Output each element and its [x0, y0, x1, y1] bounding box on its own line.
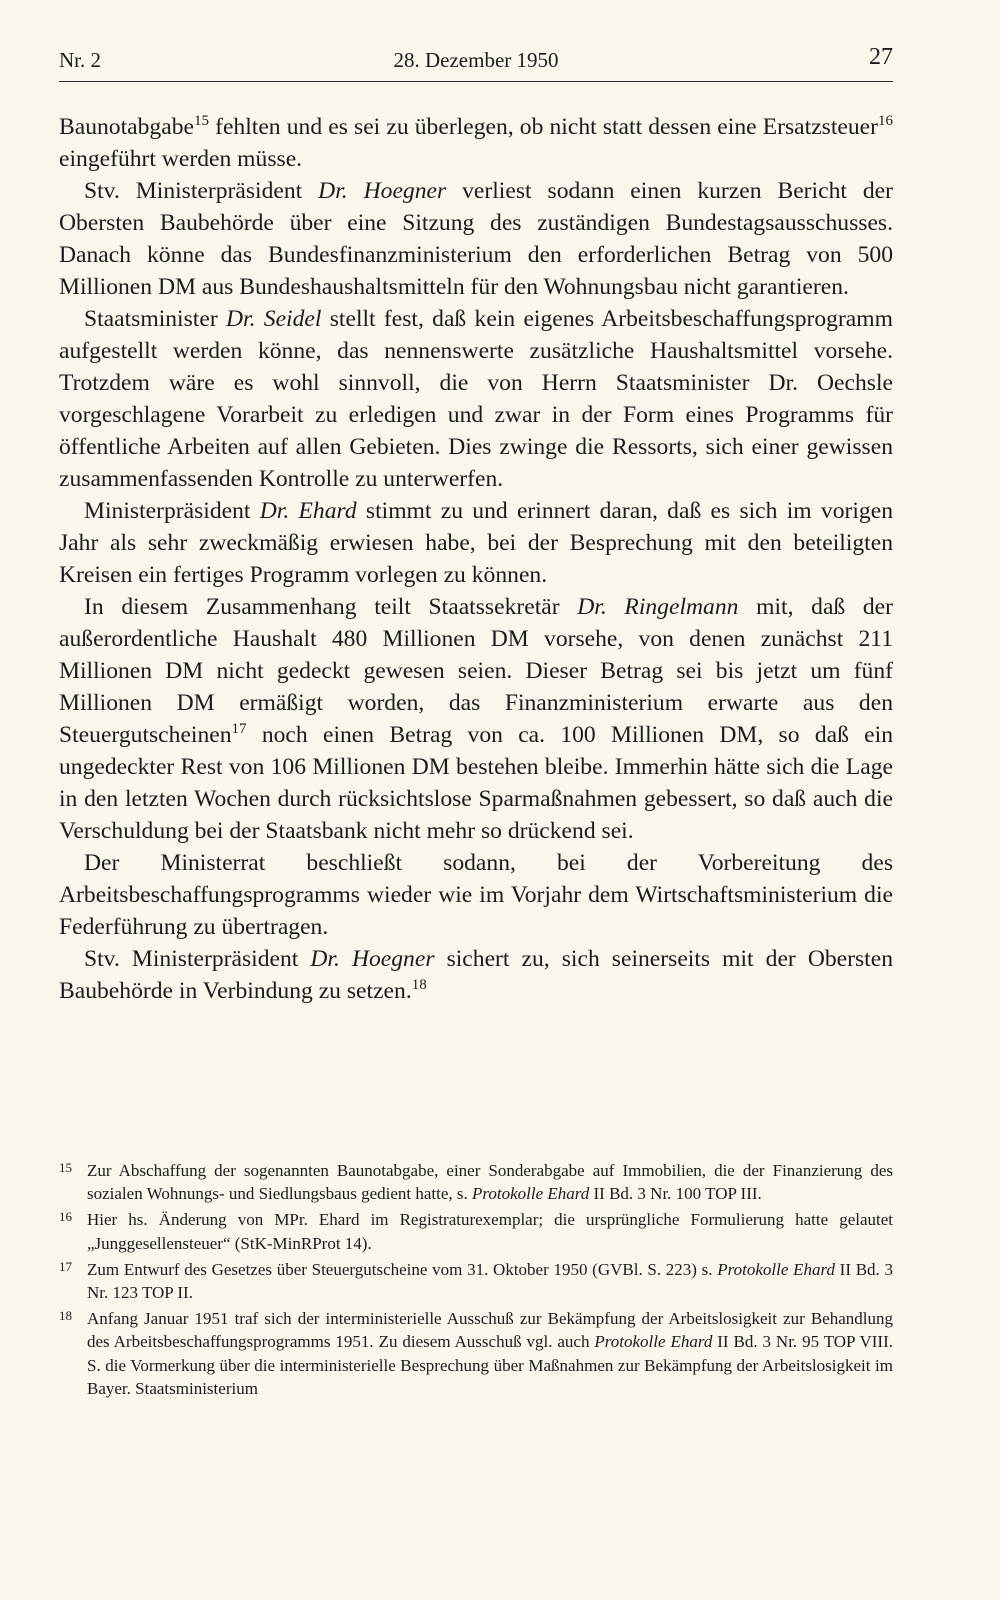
footnote-18 [59, 1307, 893, 1400]
text: Stv. Ministerpräsident [84, 946, 311, 972]
citation-title: Protokolle Ehard [472, 1184, 590, 1204]
speaker-name: Dr. Seidel [225, 306, 322, 332]
text: stimmt zu und erinnert daran, daß es sich im vorigen Jahr als sehr zweckmäßig erwiesen habe, bei der Besprechung mit den beteiligten Kreisen ein fertiges Programm vorlegen zu können. [59, 498, 893, 588]
footnote-ref-17[interactable]: 17 [231, 721, 247, 737]
footnote-text: Zum Entwurf des Gesetzes über Steuergutscheine vom 31. Oktober 1950 (GVBl. S. 223) s. [87, 1259, 718, 1279]
footnote-text: Zur Abschaffung der sogenannten Baunotabgabe, einer Sonderabgabe auf Immobilien, die der Finanzierung des sozialen Wohnungs- und Siedlungsbaus gedient hatte, s. [87, 1161, 893, 1204]
text: sichert zu, sich seinerseits mit der Obersten Baubehörde in Verbindung zu setzen. [59, 946, 893, 1004]
paragraph-1 [59, 111, 893, 175]
header-date: 28. Dezember 1950 [393, 48, 559, 72]
speaker-name: Dr. Hoegner [318, 178, 447, 204]
page-number: 27 [869, 44, 893, 70]
text: verliest sodann einen kurzen Bericht der Obersten Baubehörde über eine Sitzung des zuständigen Bundestagsausschusses. Danach könne das Bundesfinanzministerium den erforderlichen Betrag von 500 Millionen DM aus Bundeshaushaltsmitteln für den Wohnungsbau nicht garantieren. [59, 178, 893, 300]
speaker-name: Dr. Ringelmann [577, 594, 739, 620]
text: mit, daß der außerordentliche Haushalt 480 Millionen DM vorsehe, von denen zunächst 211 Millionen DM nicht gedeckt gewesen seien. Dieser Betrag sei bis jetzt um fünf Millionen DM ermäßigt worden, das Finanzministerium erwarte aus den Steuergutscheinen [59, 594, 894, 748]
citation-title: Protokolle Ehard [594, 1332, 713, 1352]
footnote-text: Anfang Januar 1951 traf sich der interministerielle Ausschuß zur Bekämpfung der Arbeitslosigkeit zur Behandlung des Arbeitsbeschaffungsprogramms 1951. Zu diesem Ausschuß vgl. auch [87, 1309, 893, 1352]
text: eingeführt werden müsse. [59, 146, 303, 172]
footnote-17 [59, 1258, 893, 1304]
paragraph-4 [59, 495, 893, 591]
text: Baunotabgabe [59, 114, 194, 140]
footnote-16 [59, 1208, 893, 1254]
footnote-number: 16 [59, 1209, 72, 1225]
footnote-ref-16[interactable]: 16 [878, 113, 893, 129]
footnote-text: II Bd. 3 Nr. 123 TOP II. [87, 1259, 893, 1303]
footnote-number: 17 [59, 1258, 72, 1274]
running-header [59, 46, 893, 76]
text: Ministerpräsident [84, 498, 260, 524]
paragraph-7 [59, 943, 893, 1007]
footnote-ref-18[interactable]: 18 [411, 977, 427, 993]
footnote-text: II Bd. 3 Nr. 95 TOP VIII. S. die Vormerkung über die interministerielle Besprechung über Maßnahmen zur Bekämpfung der Arbeitslosigkeit im Bayer. Staatsministerium [87, 1332, 893, 1398]
paragraph-5 [59, 591, 893, 847]
footnote-text: II Bd. 3 Nr. 100 TOP III. [589, 1184, 762, 1204]
speaker-name: Dr. Hoegner [310, 946, 435, 972]
issue-number: Nr. 2 [59, 48, 101, 72]
text: stellt fest, daß kein eigenes Arbeitsbeschaffungsprogramm aufgestellt werden könne, das nennenswerte zusätzliche Haushaltsmittel vorsehe. Trotzdem wäre es wohl sinnvoll, die von Herrn Staatsminister Dr. Oechsle vorgeschlagene Vorarbeit zu erledigen und zwar in der Form eines Programms für öffentliche Arbeiten auf allen Gebieten. Dies zwinge die Ressorts, sich einer gewissen zusammenfassenden Kontrolle zu unterwerfen. [59, 306, 893, 492]
footnote-ref-15[interactable]: 15 [193, 113, 209, 129]
body-text [59, 111, 893, 1007]
paragraph-2 [59, 175, 893, 303]
header-rule [59, 81, 893, 82]
text: In diesem Zusammenhang teilt Staatssekretär [84, 594, 578, 620]
speaker-name: Dr. Ehard [259, 498, 357, 524]
footnotes [59, 1159, 893, 1403]
paragraph-3 [59, 303, 893, 495]
footnote-number: 18 [59, 1308, 72, 1324]
text: Staatsminister [84, 306, 226, 332]
footnote-number: 15 [59, 1160, 72, 1175]
footnote-15 [59, 1159, 893, 1205]
citation-title: Protokolle Ehard [717, 1259, 835, 1279]
paragraph-6 [59, 847, 893, 943]
text: Stv. Ministerpräsident [84, 178, 319, 204]
text: noch einen Betrag von ca. 100 Millionen DM, so daß ein ungedeckter Rest von 106 Millionen DM bestehen bleibe. Immerhin hätte sich die Lage in den letzten Wochen durch rücksichtslose Sparmaßnahmen gebessert, so daß auch die Verschuldung bei der Staatsbank nicht mehr so drückend sei. [59, 722, 893, 844]
footnote-text: Hier hs. Änderung von MPr. Ehard im Registraturexemplar; die ursprüngliche Formulierung hatte gelautet „Junggesellensteuer“ (StK-MinRProt 14). [87, 1210, 893, 1253]
text: Der Ministerrat beschließt sodann, bei der Vorbereitung des Arbeitsbeschaffungsprogramms wieder wie im Vorjahr dem Wirtschaftsministerium die Federführung zu übertragen. [59, 850, 893, 940]
text: fehlten und es sei zu überlegen, ob nicht statt dessen eine Ersatzsteuer [208, 114, 878, 140]
